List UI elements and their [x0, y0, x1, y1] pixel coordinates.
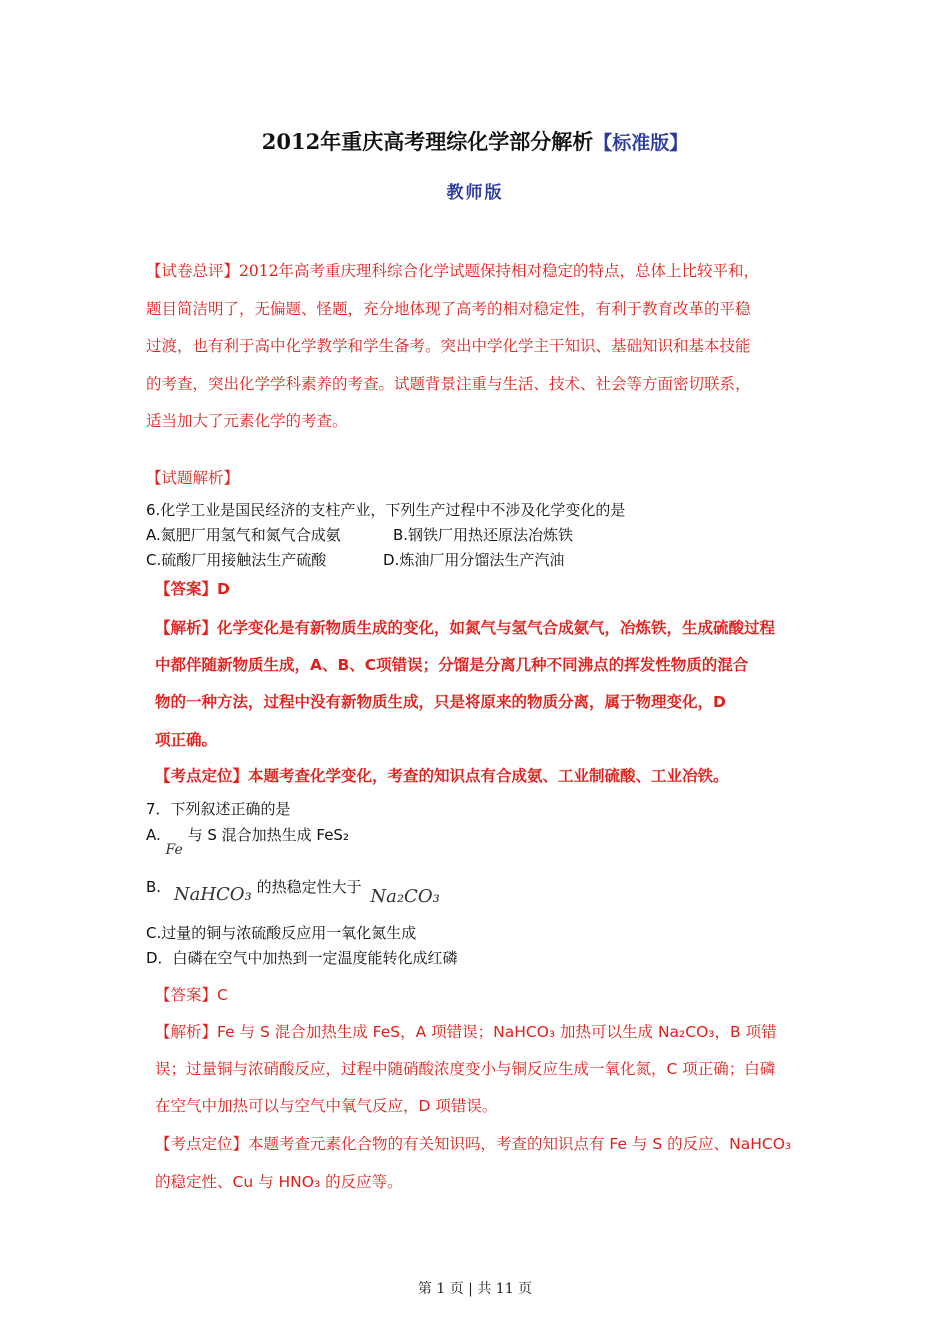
title-main: 2012年重庆高考理综化学部分解析: [261, 129, 594, 154]
q7-option-a-formula: Fe: [165, 842, 183, 858]
q7-option-b: B. NaHCO₃ 的热稳定性大于 Na₂CO₃: [146, 878, 440, 907]
q7-option-a: A. Fe 与 S 混合加热生成 FeS₂: [146, 826, 349, 858]
q6-option-c: C.硫酸厂用接触法生产硫酸: [146, 551, 327, 569]
page-subtitle: 教师版: [446, 183, 504, 203]
q7-explain-line-1: 【解析】Fe 与 S 混合加热生成 FeS，A 项错误；NaHCO₃ 加热可以生成 Na₂CO₃，B 项错: [155, 1023, 777, 1041]
q7-option-d: D．白磷在空气中加热到一定温度能转化成红磷: [146, 949, 458, 967]
page-title: [0, 126, 950, 156]
q7-point-line-2: 的稳定性、Cu 与 HNO₃ 的反应等。: [155, 1173, 403, 1191]
review-line-3: 过渡，也有利于高中化学教学和学生备考。突出中学化学主干知识、基础知识和基本技能: [146, 337, 751, 355]
title-tag: 【标准版】: [593, 132, 689, 154]
review-line-4: 的考查，突出化学学科素养的考查。试题背景注重与生活、技术、社会等方面密切联系，: [146, 375, 751, 393]
q7-option-c: C.过量的铜与浓硫酸反应用一氧化氮生成: [146, 924, 417, 942]
q6-explain-line-1: 【解析】化学变化是有新物质生成的变化，如氮气与氢气合成氨气，冶炼铁，生成硫酸过程: [155, 619, 776, 637]
q6-explain-line-2: 中都伴随新物质生成，A、B、C项错误；分馏是分离几种不同沸点的挥发性物质的混合: [155, 656, 749, 674]
q6-answer: 【答案】D: [155, 580, 230, 598]
q6-option-a: A.氮肥厂用氢气和氮气合成氨: [146, 526, 341, 544]
review-line-2: 题目简洁明了，无偏题、怪题，充分地体现了高考的相对稳定性，有利于教育改革的平稳: [146, 300, 751, 318]
q7-option-b-formula-2: Na₂CO₃: [370, 886, 440, 907]
q6-option-d: D.炼油厂用分馏法生产汽油: [383, 551, 565, 569]
q6-explain-line-4: 项正确。: [155, 731, 218, 749]
q7-explain-line-2: 误；过量铜与浓硝酸反应，过程中随硝酸浓度变小与铜反应生成一氧化氮，C 项正确；白磷: [155, 1060, 776, 1078]
q6-option-b: B.钢铁厂用热还原法冶炼铁: [393, 526, 574, 544]
q6-point: 【考点定位】本题考查化学变化，考查的知识点有合成氨、工业制硫酸、工业冶铁。: [155, 767, 729, 785]
q7-explain-line-3: 在空气中加热可以与空气中氧气反应，D 项错误。: [155, 1097, 498, 1115]
q6-explain-line-3: 物的一种方法，过程中没有新物质生成，只是将原来的物质分离，属于物理变化，D: [155, 693, 726, 711]
review-label: 【试卷总评】: [146, 262, 240, 280]
q7-answer: 【答案】C: [155, 986, 228, 1004]
q7-stem: 7．下列叙述正确的是: [146, 800, 291, 818]
page-footer: 第 1 页 | 共 11 页: [417, 1281, 533, 1297]
review-line-5: 适当加大了元素化学的考查。: [146, 412, 348, 430]
q7-option-b-formula-1: NaHCO₃: [173, 884, 252, 905]
analysis-label: 【试题解析】: [146, 469, 240, 487]
review-line-1: 【试卷总评】2012年高考重庆理科综合化学试题保持相对稳定的特点，总体上比较平和，: [146, 262, 759, 280]
q7-point-line-1: 【考点定位】本题考查元素化合物的有关知识吗，考查的知识点有 Fe 与 S 的反应、NaHCO₃: [155, 1135, 792, 1153]
q6-stem: 6.化学工业是国民经济的支柱产业，下列生产过程中不涉及化学变化的是: [146, 501, 626, 519]
